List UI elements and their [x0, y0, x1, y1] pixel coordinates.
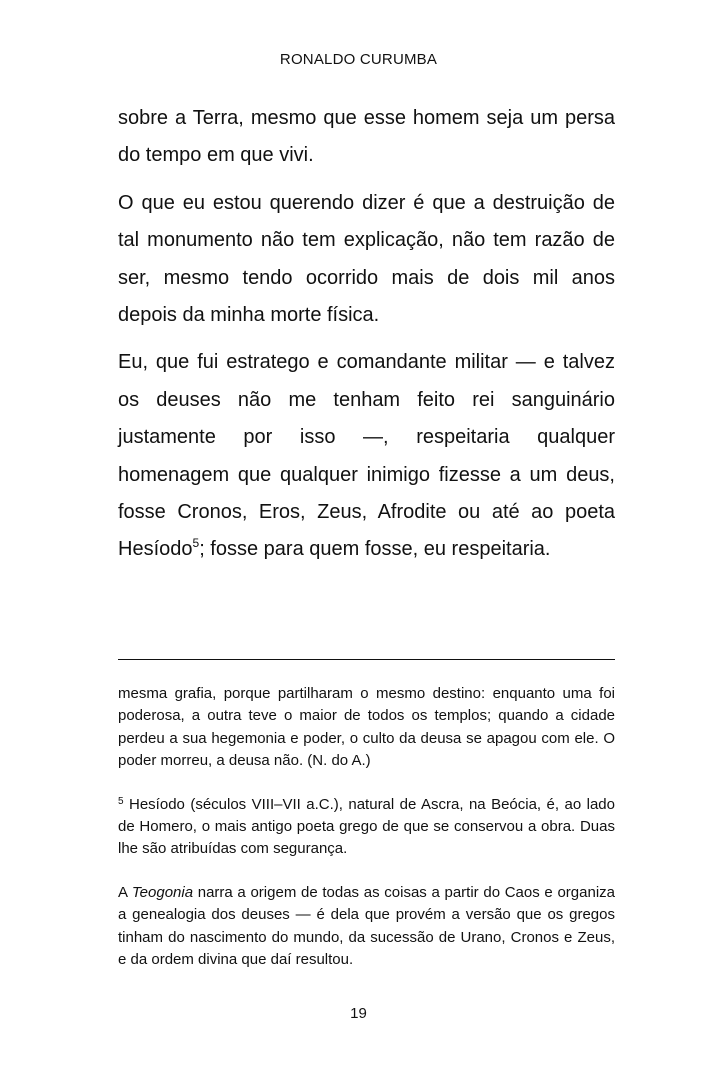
paragraph-2: O que eu estou querendo dizer é que a destruição de tal monumento não tem explicação, não tem razão de ser, mesmo tendo ocorrido mais de dois mil anos depois da minha morte física.: [118, 191, 615, 327]
footnote-separator: [118, 659, 615, 660]
paragraph-3-text: Eu, que fui estratego e comandante militar — e talvez os deuses não me tenham feito rei sanguinário justamente por isso —, respeitaria qualquer homenagem que qualquer inimigo fizesse a um deus, fosse Cronos, Eros, Zeus, Afrodite ou até ao poeta Hesíodo: [118, 351, 615, 561]
paragraph-1: sobre a Terra, mesmo que esse homem seja um persa do tempo em que vivi.: [118, 107, 615, 167]
paragraph-3: [118, 344, 615, 568]
footnote-5-continued: [118, 882, 615, 972]
work-title: Teogonia: [131, 883, 194, 901]
main-text: [118, 100, 615, 579]
footnote-5-lead: A: [118, 883, 132, 901]
paragraph-3-tail: ; fosse para quem fosse, eu respeitaria.: [199, 538, 551, 561]
footnote-reference-5: 5: [192, 536, 200, 551]
footnote-number: 5: [118, 795, 124, 807]
running-header: RONALDO CURUMBA: [279, 51, 438, 68]
footnotes: [118, 683, 615, 992]
footnote-5: [118, 794, 615, 861]
footnote-5-text: Hesíodo (séculos VIII–VII a.C.), natural de Ascra, na Beócia, é, ao lado de Homero, o mais antigo poeta grego de que se conservou a obra. Duas lhe são atribuídas com segurança.: [118, 795, 615, 858]
page-number: 19: [350, 1005, 367, 1022]
footnote-continuation: mesma grafia, porque partilharam o mesmo destino: enquanto uma foi poderosa, a outra teve o maior de todos os templos; quando a cidade perdeu a sua hegemonia e poder, o culto da deusa se apagou com ele. O poder morreu, a deusa não. (N. do A.): [118, 685, 615, 770]
footnote-5-continued-text: narra a origem de todas as coisas a partir do Caos e organiza a genealogia dos deuses — é dela que provém a versão que os gregos tinham do nascimento do mundo, da sucessão de Urano, Cronos e Zeus, e da ordem divina que daí resultou.: [118, 883, 615, 969]
